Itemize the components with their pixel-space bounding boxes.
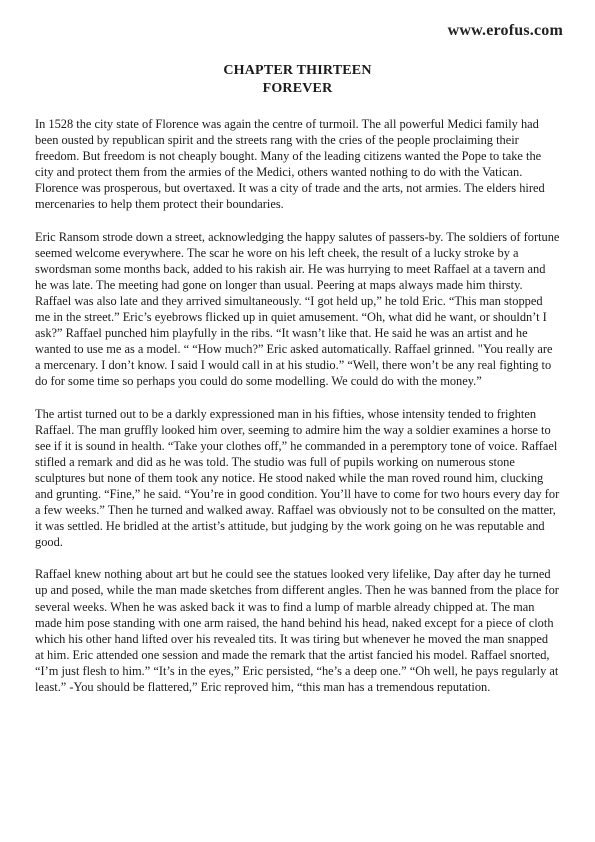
paragraph: In 1528 the city state of Florence was again the centre of turmoil. The all powerful Medici family had been ousted by republican spirit and the streets rang with the cries of the people proclaiming their freedom. But freedom is not cheaply bought. Many of the leading citizens wanted the Pope to take the city and protect them from the armies of the Medici, others wanted nothing to do with the Vatican. Florence was prosperous, but overtaxed. It was a city of trade and the arts, not armies. The elders hired mercenaries to help them protect their boundaries. xyxy=(35,117,545,212)
paragraph: The artist turned out to be a darkly expressioned man in his fifties, whose intensity tended to frighten Raffael. The man gruffly looked him over, seeming to admire him the way a soldier examines a horse to see if it is sound in health. “Take your clothes off,” he commanded in a peremptory tone of voice. Raffael stifled a remark and did as he was told. The studio was full of pupils working on numerous stone sculptures but none of them took any notice. He stood naked while the man roved round him, clucking and grunting. “Fine,” he said. “You’re in good condition. You’ll have to come for two hours every day for a few weeks.” Then he turned and walked away. Raffael was obviously not to be consulted on the matter, it was settled. He bridled at the artist’s attitude, but judging by the work going on he was reputable and good. xyxy=(35,406,560,550)
chapter-subtitle: FOREVER xyxy=(262,81,333,96)
paragraph: Eric Ransom strode down a street, acknowledging the happy salutes of passers-by. The soldiers of fortune seemed welcome everywhere. The scar he wore on his left cheek, the result of a lucky stroke by a swordsman some months back, added to his rakish air. He was hurrying to meet Raffael at a tavern and he was late. The meeting had gone on longer than usual. Peering at maps always made him thirsty. Raffael was also late and they arrived simultaneously. “I got held up,” he told Eric. “This man stopped me in the street.” Eric’s eyebrows flicked up in quiet amusement. “Oh, what did he want, or shouldn’t I ask?” Raffael punched him playfully in the ribs. “It wasn’t like that. He said he was an artist and he wanted to use me as a model. “ “How much?” Eric asked automatically. Raffael grinned. "You really are a mercenary. I don’t know. I said I would call in at his studio.” “Well, there won’t be any real fighting to do for some time so perhaps you could do some modelling. We could do with the money.” xyxy=(35,229,560,389)
chapter-title: CHAPTER THIRTEEN xyxy=(223,63,372,78)
chapter-heading xyxy=(0,62,595,98)
site-watermark: www.erofus.com xyxy=(447,22,563,39)
paragraph: Raffael knew nothing about art but he could see the statues looked very lifelike, Day after day he turned up and posed, while the man made sketches from different angles. Then he was banned from the place for several weeks. When he was asked back it was to find a lump of marble already chipped at. The man made him pose standing with one arm raised, the hand behind his head, naked except for a piece of cloth which his other hand lifted over his revealed tits. It was tiring but whenever he moved the man snapped at him. Eric attended one session and made the remark that the artist fancied his model. Raffael snorted, “I’m just flesh to him.” “It’s in the eyes,” Eric persisted, “he’s a deep one.” “Oh well, he pays regularly at least.” -You should be flattered,” Eric reproved him, “this man has a tremendous reputation. xyxy=(35,567,559,694)
chapter-body xyxy=(35,116,560,711)
